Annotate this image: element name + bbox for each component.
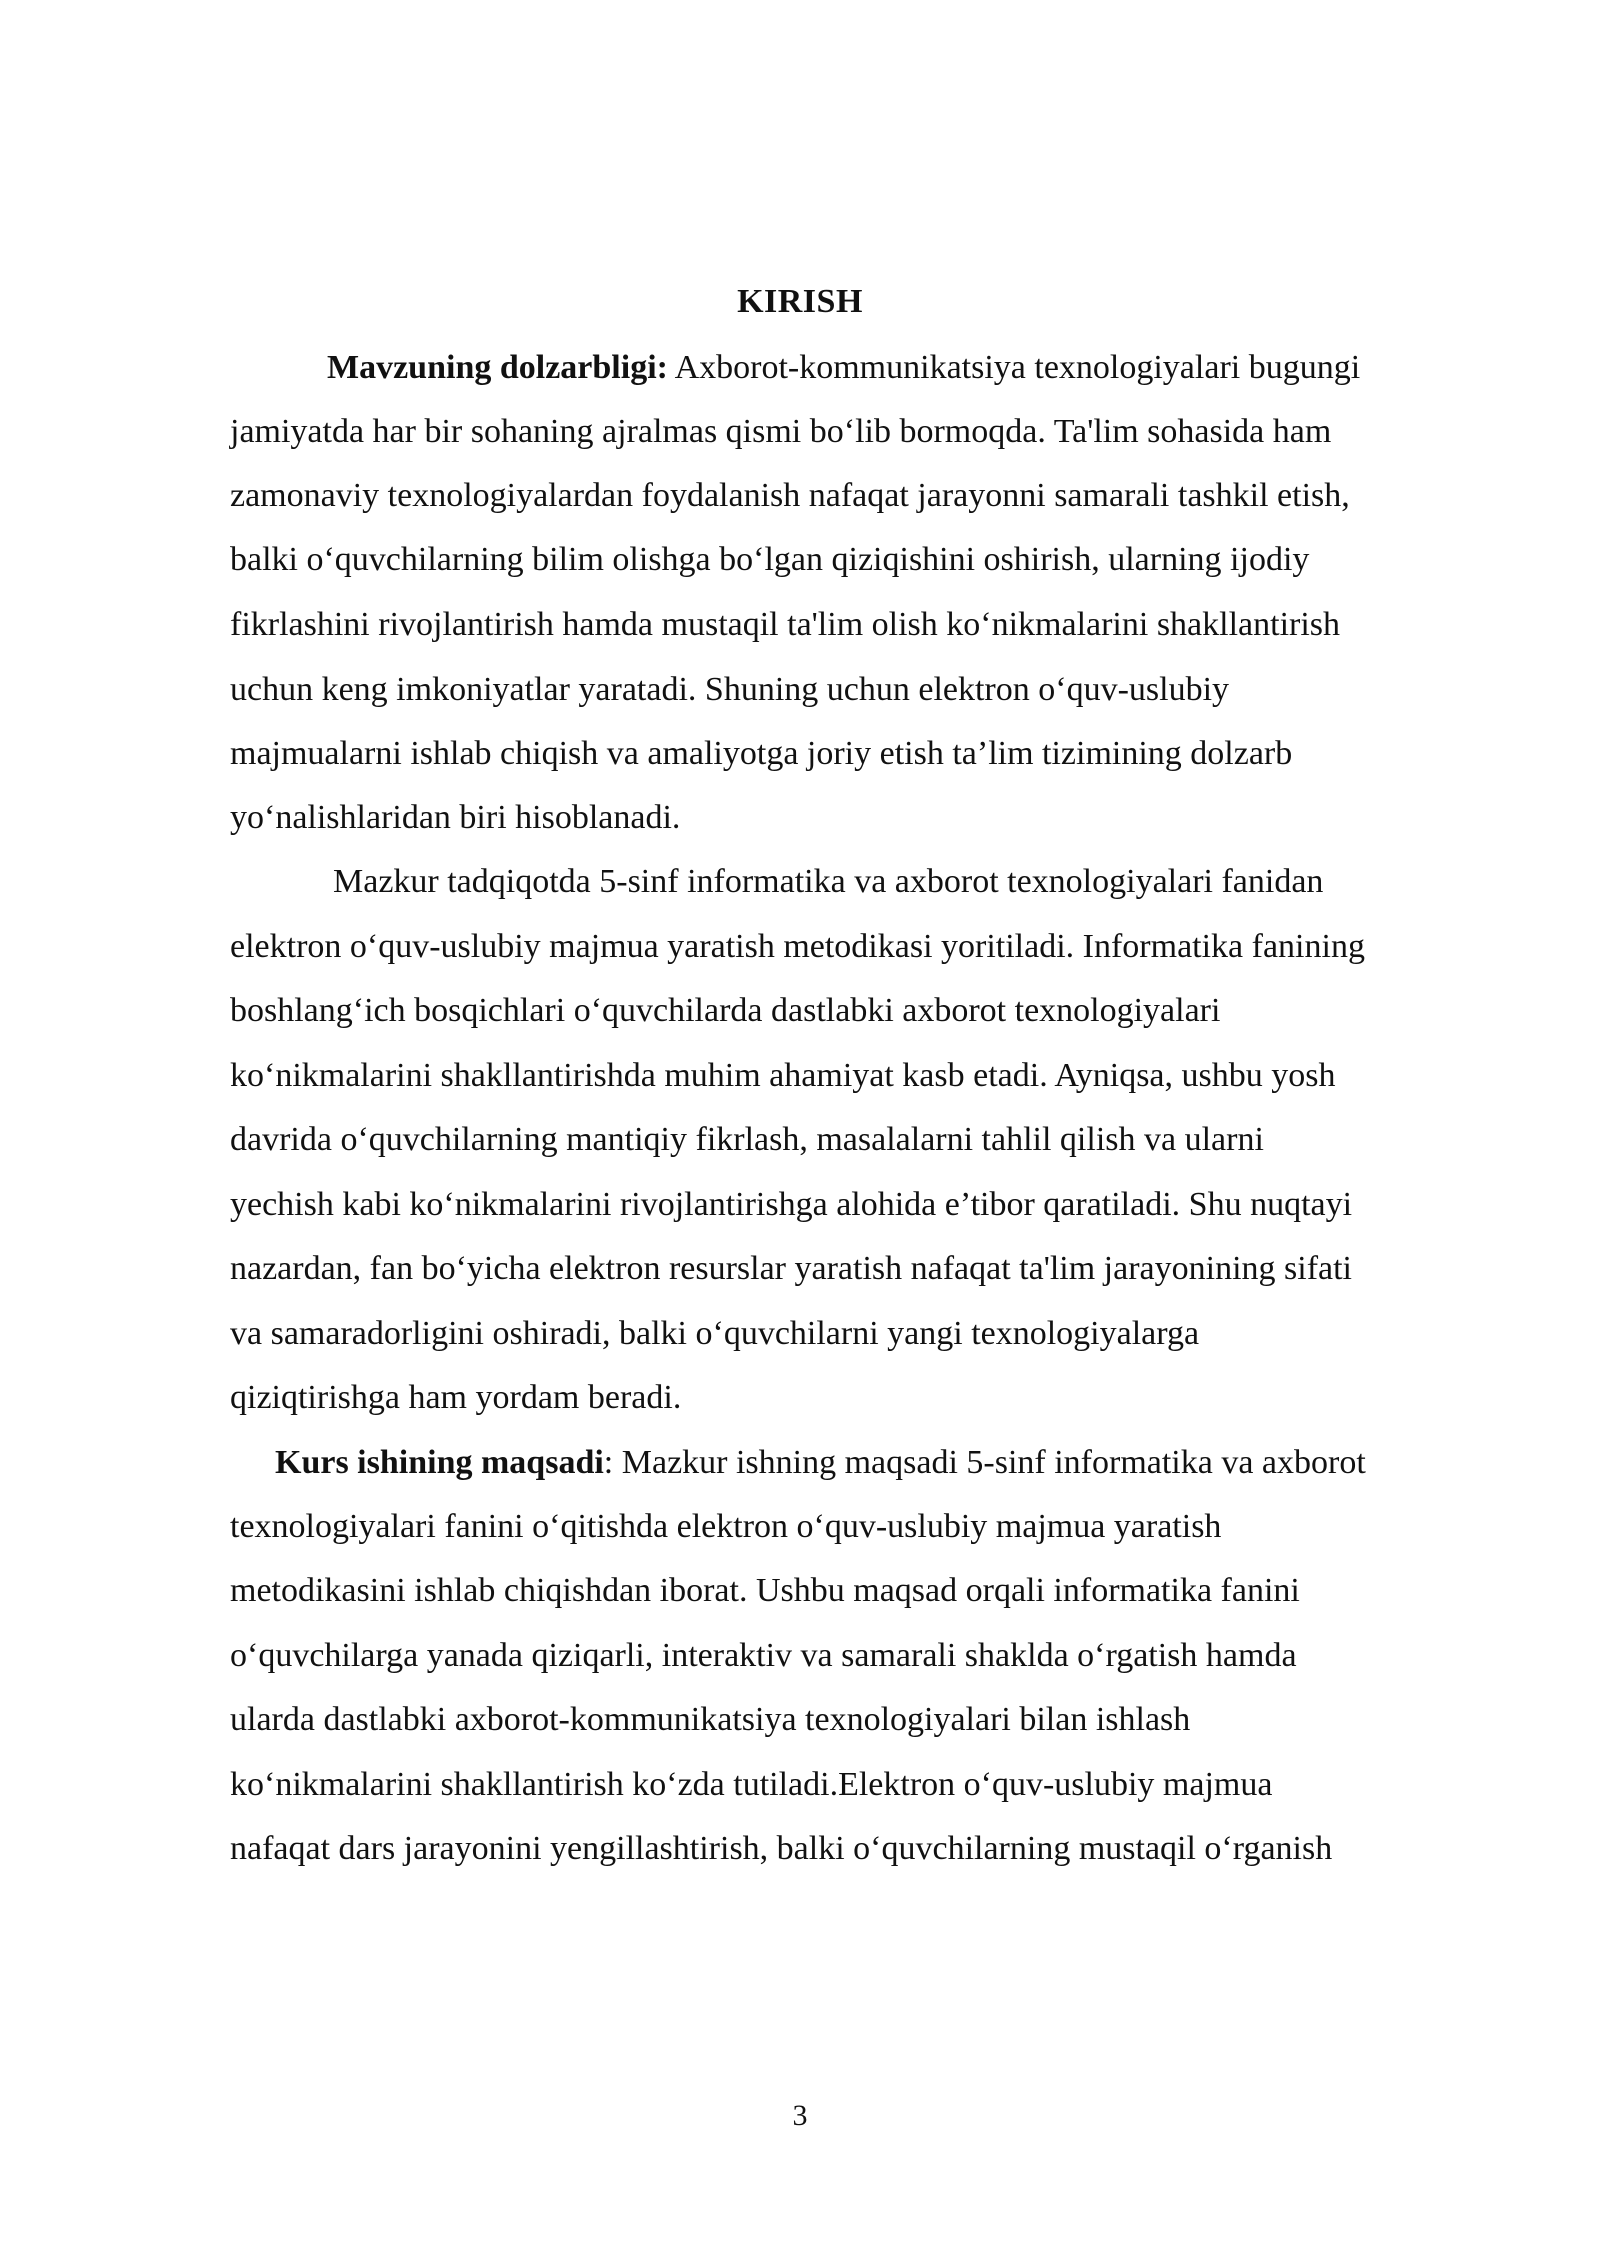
page-number: 3 — [792, 2099, 808, 2132]
text-line: elektron o‘quv-uslubiy majmua yaratish metodikasi yoritiladi. Informatika fanining — [230, 928, 1365, 965]
text-line: metodikasini ishlab chiqishdan iborat. Ushbu maqsad orqali informatika fanini — [230, 1572, 1300, 1609]
text-line: o‘quvchilarga yanada qiziqarli, interaktiv va samarali shaklda o‘rgatish hamda — [230, 1637, 1297, 1674]
text-line: nafaqat dars jarayonini yengillashtirish, balki o‘quvchilarning mustaqil o‘rganish — [230, 1830, 1333, 1867]
line-text: Axborot-kommunikatsiya texnologiyalari bugungi — [667, 349, 1361, 386]
text-line: majmualarni ishlab chiqish va amaliyotga joriy etish ta’lim tizimining dolzarb — [230, 735, 1293, 772]
text-line: ularda dastlabki axborot-kommunikatsiya texnologiyalari bilan ishlash — [230, 1701, 1191, 1738]
text-line: yechish kabi ko‘nikmalarini rivojlantirishga alohida e’tibor qaratiladi. Shu nuqtayi — [230, 1186, 1353, 1223]
text-line: nazardan, fan bo‘yicha elektron resurslar yaratish nafaqat ta'lim jarayonining sifati — [230, 1250, 1352, 1287]
text-line: fikrlashini rivojlantirish hamda mustaqil ta'lim olish ko‘nikmalarini shakllantirish — [230, 606, 1341, 643]
text-line: texnologiyalari fanini o‘qitishda elektron o‘quv-uslubiy majmua yaratish — [230, 1508, 1222, 1545]
goal-lead: Kurs ishining maqsadi — [275, 1444, 604, 1481]
text-line: qiziqtirishga ham yordam beradi. — [230, 1379, 682, 1416]
line-text: : Mazkur ishning maqsadi 5-sinf informatika va axborot — [603, 1444, 1366, 1481]
text-line: zamonaviy texnologiyalardan foydalanish nafaqat jarayonni samarali tashkil etish, — [230, 477, 1350, 514]
text-line: boshlang‘ich bosqichlari o‘quvchilarda dastlabki axborot texnologiyalari — [230, 992, 1221, 1029]
text-line: yo‘nalishlaridan biri hisoblanadi. — [230, 799, 681, 836]
text-line: balki o‘quvchilarning bilim olishga bo‘lgan qiziqishini oshirish, ularning ijodiy — [230, 541, 1310, 578]
text-line: uchun keng imkoniyatlar yaratadi. Shuning uchun elektron o‘quv-uslubiy — [230, 671, 1230, 708]
text-line — [275, 1441, 1366, 1485]
section-heading: KIRISH — [737, 283, 863, 320]
text-line: jamiyatda har bir sohaning ajralmas qismi bo‘lib bormoqda. Ta'lim sohasida ham — [230, 413, 1332, 450]
text-line — [327, 346, 1360, 390]
text-line: Mazkur tadqiqotda 5-sinf informatika va axborot texnologiyalari fanidan — [333, 863, 1324, 900]
text-line: ko‘nikmalarini shakllantirish ko‘zda tutiladi.Elektron o‘quv-uslubiy majmua — [230, 1766, 1273, 1803]
text-line: davrida o‘quvchilarning mantiqiy fikrlash, masalalarni tahlil qilish va ularni — [230, 1121, 1264, 1158]
text-line: va samaradorligini oshiradi, balki o‘quvchilarni yangi texnologiyalarga — [230, 1315, 1200, 1352]
relevance-lead: Mavzuning dolzarbligi: — [327, 349, 668, 386]
text-line: ko‘nikmalarini shakllantirishda muhim ahamiyat kasb etadi. Ayniqsa, ushbu yosh — [230, 1057, 1336, 1094]
